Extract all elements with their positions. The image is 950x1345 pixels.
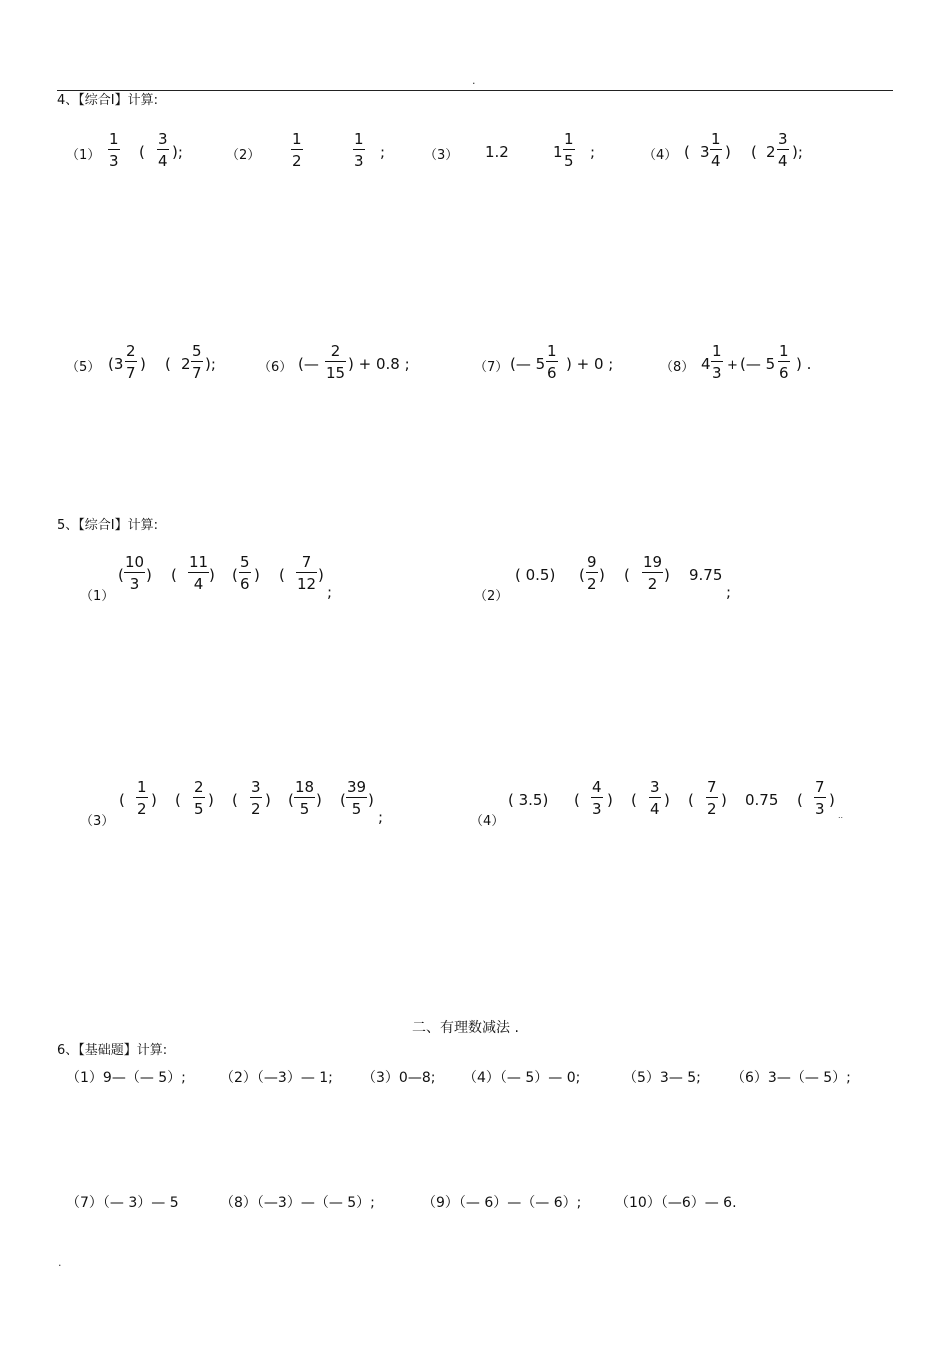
number: 9.75 [689,566,723,584]
paren: (— [298,355,319,373]
whole-part: (— 5 [740,355,776,373]
q6-heading: 6、【基础题】计算: [57,1043,168,1058]
paren: ); [792,143,803,161]
paren: ) [265,791,271,809]
fraction: 3 2 [251,778,261,818]
fraction: 3 4 [778,130,788,170]
q6-item: （2）（—3）— 1; [220,1070,333,1086]
paren: ( [631,791,637,809]
fraction: 1 3 [354,130,364,170]
paren: ( [579,566,585,584]
plus-sign: + [727,358,738,373]
item-label: （4） [470,814,505,829]
q6-item: （1）9—（— 5）; [66,1070,186,1086]
paren: ( [119,791,125,809]
whole-part: 1 [553,143,563,161]
fraction: 7 3 [815,778,825,818]
operator-term: ) + 0.8 ; [348,355,410,373]
fraction: 1 2 [292,130,302,170]
fraction: 1 6 [779,342,789,382]
q6-item: （6）3—（— 5）; [731,1070,851,1086]
paren: ( [751,143,757,161]
paren: ( [175,791,181,809]
paren: ) [254,566,260,584]
fraction: 1 3 [712,342,722,382]
item-label: （2） [226,148,261,163]
item-label: （5） [66,360,101,375]
paren: ( [288,791,294,809]
paren: ) [829,791,835,809]
term: ( 3.5) [508,791,549,809]
q6-item: （7）（— 3）— 5 [66,1195,179,1211]
top-dot-mark: . [472,74,476,87]
paren: ) [664,566,670,584]
item-label: （2） [474,589,509,604]
item-label: （7） [474,360,509,375]
paren: ) [368,791,374,809]
paren: ( [574,791,580,809]
paren: ) [725,143,731,161]
paren: ) . [796,355,812,373]
paren: ( [797,791,803,809]
q6-item: （4）（— 5）— 0; [463,1070,581,1086]
paren: ) [316,791,322,809]
paren: ) [318,566,324,584]
item-label: （1） [80,589,115,604]
fraction: 3 4 [650,778,660,818]
fraction: 7 12 [297,553,317,593]
fraction: 1 3 [109,130,119,170]
paren: ) [151,791,157,809]
paren: ( [279,566,285,584]
paren: ( [171,566,177,584]
whole-part: 3 [700,143,710,161]
paren: ( [118,566,124,584]
number: 0.75 [745,791,779,809]
semicolon: ; [327,583,333,601]
fraction: 39 5 [347,778,367,818]
paren: ) [721,791,727,809]
fraction: 11 4 [189,553,209,593]
whole-part: 4 [701,355,711,373]
fraction: 4 3 [592,778,602,818]
item-label: （3） [424,148,459,163]
semicolon: ; [378,808,384,826]
paren: ) [599,566,605,584]
whole-part: (— 5 [510,355,546,373]
q6-item: （8）（—3）—（— 5）; [220,1195,375,1211]
q6-item: （9）（— 6）—（— 6）; [422,1195,582,1211]
section-title: 二、有理数减法 . [412,1020,519,1036]
fraction: 2 5 [194,778,204,818]
q6-item: （5）3— 5; [623,1070,701,1086]
operator-term: ) + 0 ; [566,355,614,373]
whole-part: (3 [108,355,124,373]
fraction: 1 4 [711,130,721,170]
q6-item: （10）（—6）— 6. [615,1195,737,1211]
fraction: 18 5 [295,778,315,818]
fraction: 5 7 [192,342,202,382]
fraction: 1 5 [564,130,574,170]
paren: ) [208,791,214,809]
semicolon: ; [380,143,386,161]
fraction: 9 2 [587,553,597,593]
term: ( 0.5) [515,566,556,584]
q6-item: （3）0—8; [362,1070,436,1086]
fraction: 2 15 [326,342,346,382]
paren: ( [232,566,238,584]
whole-part: 2 [181,355,191,373]
paren: ) [664,791,670,809]
semicolon: ; [590,143,596,161]
paren: ) [140,355,146,373]
fraction: 2 7 [126,342,136,382]
item-label: （6） [258,360,293,375]
paren: ) [209,566,215,584]
paren: ( [165,355,171,373]
paren: ( [684,143,690,161]
header-rule [57,90,893,91]
paren: ); [205,355,216,373]
paren: ( [340,791,346,809]
item-label: （3） [80,814,115,829]
fraction: 1 2 [137,778,147,818]
fraction: 1 6 [547,342,557,382]
trailing-dots: .. [838,811,844,820]
paren: ( [232,791,238,809]
item-label: （4） [643,148,678,163]
whole-part: 2 [766,143,776,161]
paren: ) [607,791,613,809]
item-label: （1） [66,148,101,163]
fraction: 5 6 [240,553,250,593]
fraction: 3 4 [158,130,168,170]
paren: ) [146,566,152,584]
number: 1.2 [485,143,509,161]
paren: ); [172,143,183,161]
semicolon: ; [726,583,732,601]
paren: ( [688,791,694,809]
fraction: 19 2 [643,553,663,593]
bottom-dot-mark: . [58,1256,62,1269]
item-label: （8） [660,360,695,375]
q5-heading: 5、【综合Ⅰ】计算: [57,518,158,533]
q4-heading: 4、【综合Ⅰ】计算: [57,93,158,108]
fraction: 10 3 [125,553,145,593]
fraction: 7 2 [707,778,717,818]
paren: ( [139,143,145,161]
paren: ( [624,566,630,584]
